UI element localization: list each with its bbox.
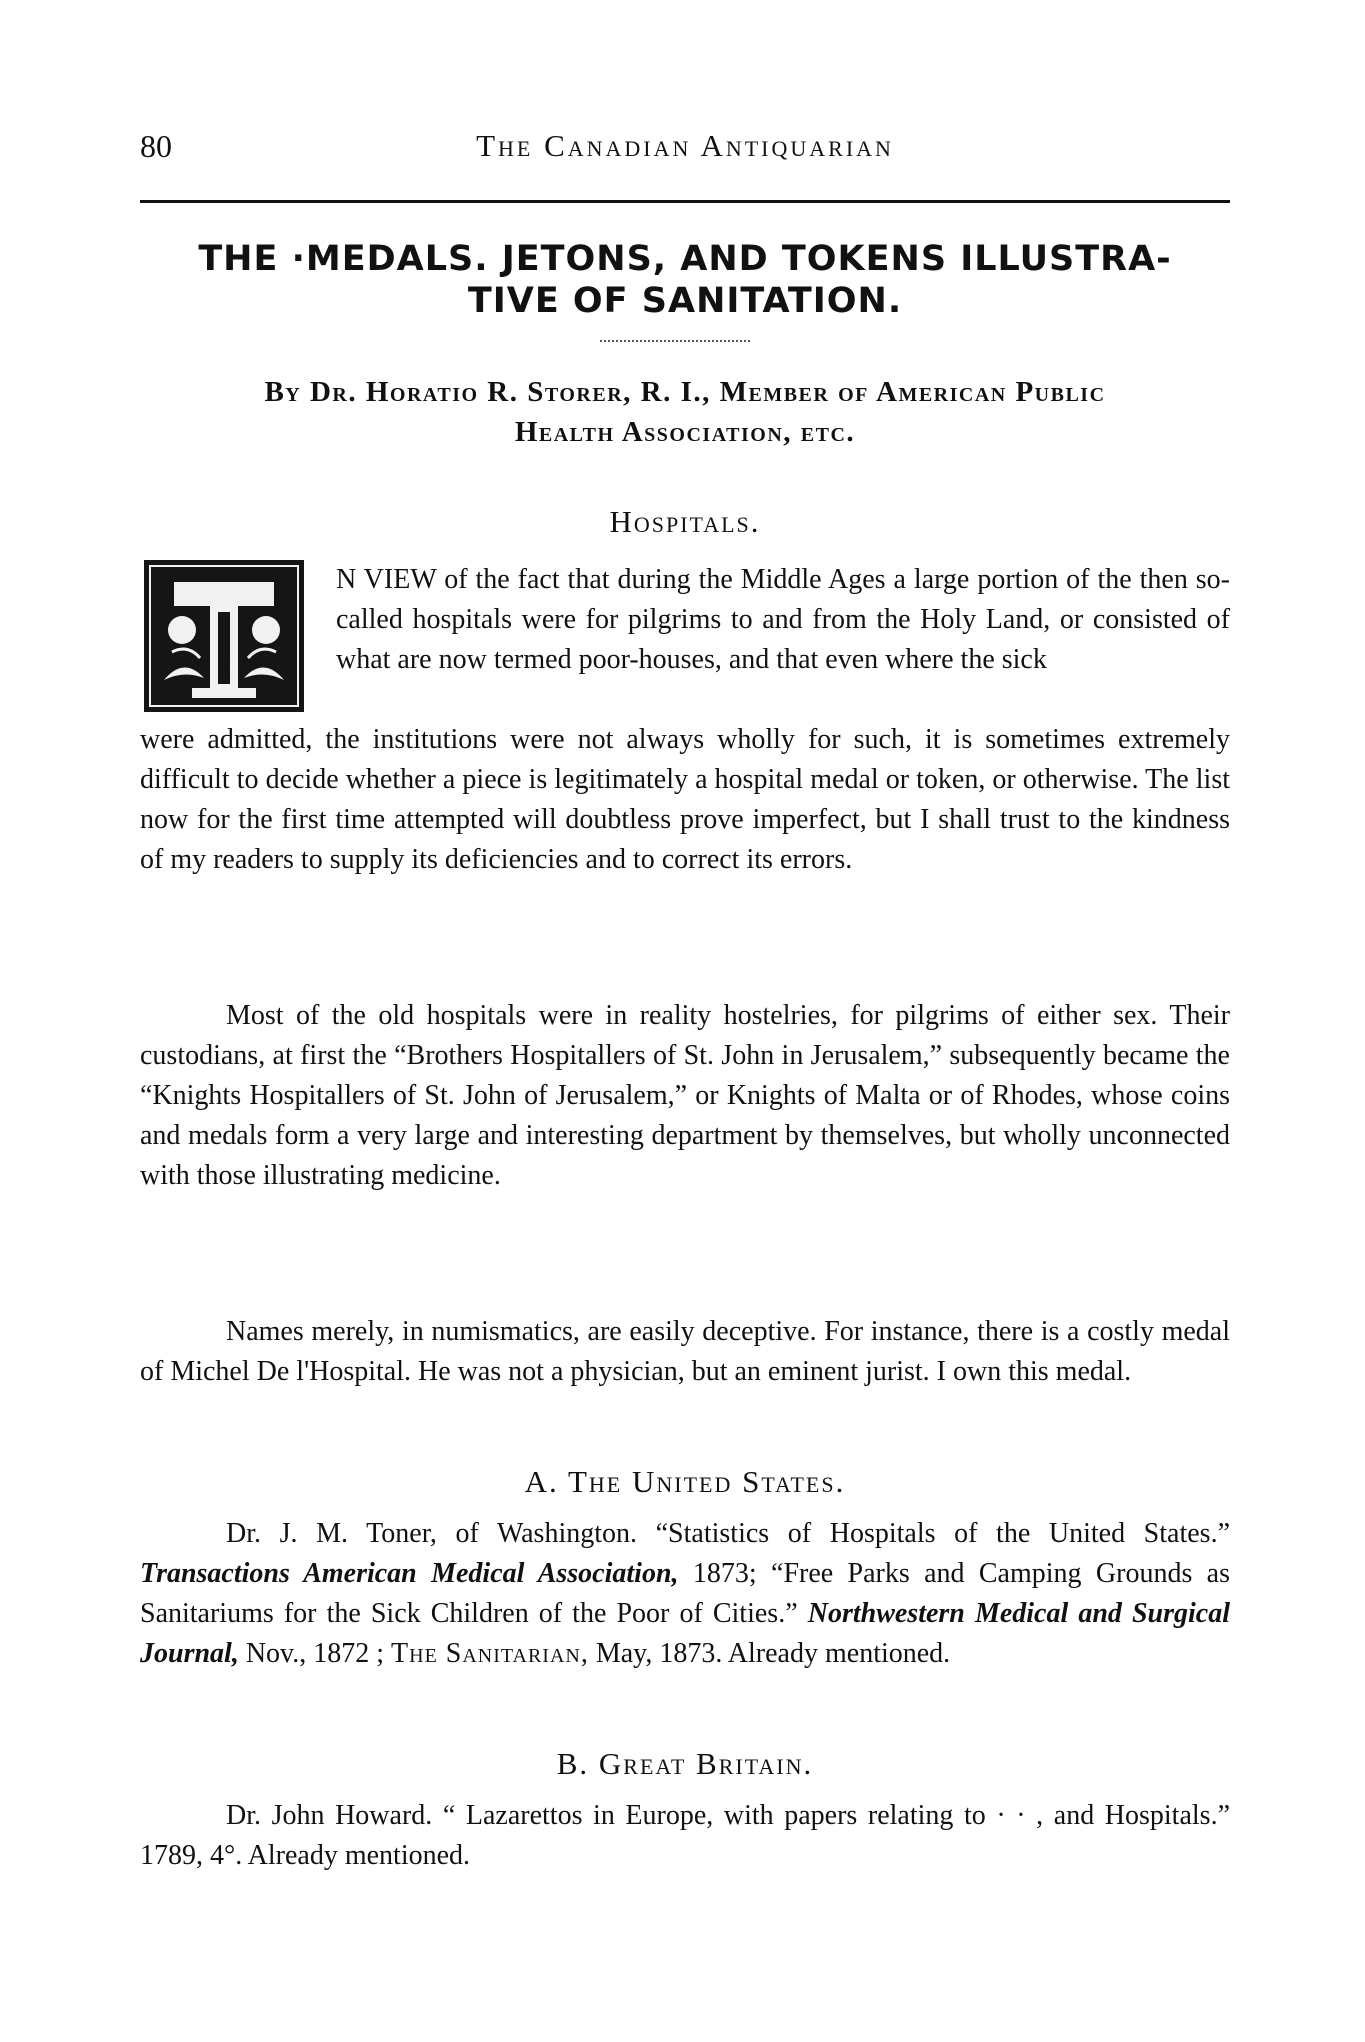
- section-heading-great-britain: B. Great Britain.: [556, 1746, 814, 1781]
- paragraph-5: Dr. John Howard. “ Lazarettos in Europe, with papers relating to · · , and Hospitals.” 1789, 4°. Already mentioned.: [140, 1800, 1230, 1871]
- section-heading-hospitals: Hospitals.: [609, 504, 761, 539]
- decorated-initial: [144, 560, 304, 712]
- citation-date: Nov., 1872 ;: [245, 1638, 385, 1669]
- toner-citation: Dr. J. M. Toner, of Washington. “Statistics of Hospitals of the United States.”: [226, 1518, 1230, 1549]
- toner-citation-2: 1873; “Free Parks and Camping Grounds as Sanitariums for the Sick Children of the Poor of Cities.”: [140, 1558, 1231, 1629]
- header-rule: [140, 200, 1230, 203]
- journal-title-ama: Transactions American Medical Association,: [140, 1558, 679, 1589]
- article-title-line-2: TIVE OF SANITATION.: [467, 281, 903, 321]
- paragraph-1-opening: N VIEW of the fact that during the Middle Ages a large portion of the then so-called hospitals were for pilgrims to and from the Holy Land, or consisted of what are now termed poor-houses, and that even where the sick: [336, 564, 1230, 675]
- byline-line-2: Health Association, etc.: [514, 416, 856, 448]
- paragraph-4: [140, 1514, 1230, 1674]
- article-title-line-1: THE ·MEDALS. JETONS, AND TOKENS ILLUSTRA-: [198, 239, 1172, 279]
- paragraph-2: Most of the old hospitals were in reality hostelries, for pilgrims of either sex. Their custodians, at first the “Brothers Hospitallers of St. John in Jerusalem,” subsequently became the “Knights Hospitallers of St. John of Jerusalem,” or Knights of Malta or of Rhodes, whose coins and medals form a very large and interesting department by themselves, but wholly unconnected with those illustrating medicine.: [140, 1000, 1230, 1191]
- journal-title-northwestern: Northwestern Medical and Surgical Journal,: [140, 1598, 1231, 1669]
- byline: [140, 372, 1230, 452]
- svg-text:I: I: [222, 662, 226, 673]
- page-number: 80: [140, 128, 172, 164]
- citation-tail: May, 1873. Already mentioned.: [595, 1638, 951, 1669]
- page-header: [140, 128, 1230, 168]
- paragraph-3: Names merely, in numismatics, are easily deceptive. For instance, there is a costly medal of Michel De l'Hospital. He was not a physician, but an eminent jurist. I own this medal.: [140, 1316, 1230, 1387]
- article-title: [140, 238, 1230, 322]
- byline-line-1: By Dr. Horatio R. Storer, R. I., Member of American Public: [264, 376, 1106, 408]
- ornamental-initial-icon: [144, 560, 304, 712]
- paragraph-1-continued: were admitted, the institutions were not always wholly for such, it is sometimes extremely difficult to decide whether a piece is legitimately a hospital medal or token, or otherwise. The list now for the first time attempted will doubtless prove imperfect, but I shall trust to the kindness of my readers to supply its deficiencies and to correct its errors.: [140, 724, 1230, 875]
- running-title: The Canadian Antiquarian: [476, 128, 894, 163]
- title-ornament: [600, 340, 750, 342]
- journal-title-sanitarian: The Sanitarian,: [391, 1638, 589, 1669]
- section-heading-united-states: A. The United States.: [524, 1464, 846, 1499]
